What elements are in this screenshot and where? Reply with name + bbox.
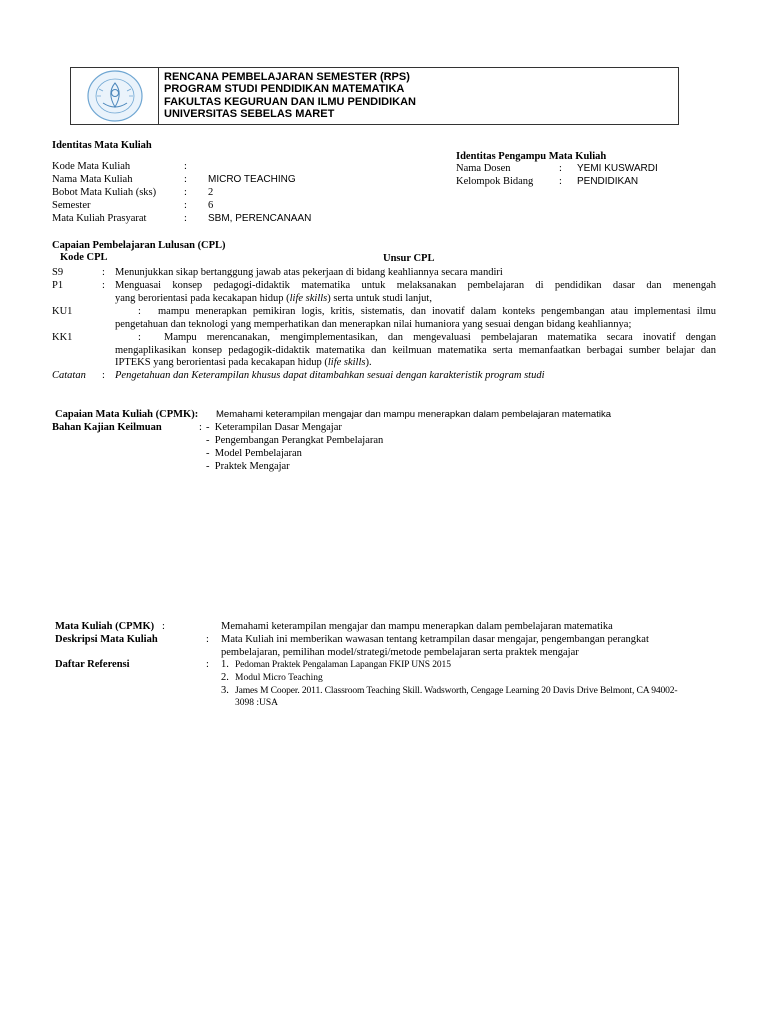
cpl-code-s9: S9 xyxy=(52,267,64,278)
sep-nama: : xyxy=(184,174,187,185)
value-nama: MICRO TEACHING xyxy=(208,174,296,185)
cpl-text-p1-line2: yang berorientasi pada kecakapan hidup ( xyxy=(115,293,290,304)
cpl-text-kk1-c xyxy=(115,357,372,369)
cpl-sep-p1: : xyxy=(102,280,105,291)
cpl-col-unsur: Unsur CPL xyxy=(383,253,435,264)
cpl-text-s9: Menunjukkan sikap bertanggung jawab atas pekerjaan di bidang keahliannya secara mandiri xyxy=(115,267,503,278)
header-title xyxy=(164,71,416,121)
label-prasyarat: Mata Kuliah Prasyarat xyxy=(52,213,147,224)
cpl-text-kk1-b xyxy=(115,345,716,358)
bahan-item-3: - Model Pembelajaran xyxy=(206,448,302,459)
cpl-text-kk1-line3: IPTEKS yang berorientasi pada kecakapan hidup ( xyxy=(115,357,328,368)
ref-num-2: 2. xyxy=(221,672,229,683)
cpl-code-catatan: Catatan xyxy=(52,370,86,381)
value-bobot: 2 xyxy=(208,187,214,198)
cpl-col-kode: Kode CPL xyxy=(60,252,108,263)
sep-dosen: : xyxy=(559,163,562,174)
cpl-text-p1-a xyxy=(115,280,716,293)
bahan-item-1: - Keterampilan Dasar Mengajar xyxy=(206,422,342,433)
cpl-sep-kk1: : xyxy=(138,332,141,343)
cpl-text-ku1-line1: mampu menerapkan pemikiran logis, kritis, sistematis, dan inovatif dalam konteks pengembangan atau implementasi ilmu xyxy=(158,306,716,317)
ref-num-3: 3. xyxy=(221,685,229,696)
cpl-heading: Capaian Pembelajaran Lulusan (CPL) xyxy=(52,240,226,251)
value-kelompok: PENDIDIKAN xyxy=(577,176,639,187)
label-kode: Kode Mata Kuliah xyxy=(52,161,131,172)
bahan-item-2: - Pengembangan Perangkat Pembelajaran xyxy=(206,435,384,446)
logo-cell xyxy=(71,68,159,124)
cpl-text-kk1-line1: Mampu merencanakan, mengimplementasikan, dan mengevaluasi pembelajaran matematika secara inovatif dengan xyxy=(164,332,716,343)
bahan-item-2-label: Pengembangan Perangkat Pembelajaran xyxy=(214,435,384,446)
cpl-text-ku1-b: pengetahuan dan teknologi yang memperhatikan dan menerapkan nilai humaniora yang sesuai dengan bidang keahliannya; xyxy=(115,319,632,330)
rps-header xyxy=(70,67,679,125)
bahan-sep: : xyxy=(199,422,202,433)
pengampu-heading: Identitas Pengampu Mata Kuliah xyxy=(456,151,607,162)
cpl-text-catatan: Pengetahuan dan Keterampilan khusus dapat ditambahkan sesuai dengan karakteristik program studi xyxy=(115,370,545,381)
cpl-text-kk1-end: ). xyxy=(365,357,372,368)
label-nama: Nama Mata Kuliah xyxy=(52,174,133,185)
mk-text: Memahami keterampilan mengajar dan mampu menerapkan dalam pembelajaran matematika xyxy=(221,621,613,632)
header-line-3: FAKULTAS KEGURUAN DAN ILMU PENDIDIKAN xyxy=(164,95,416,108)
sep-bobot: : xyxy=(184,187,187,198)
ref-text-3: James M Cooper. 2011. Classroom Teaching Skill. Wadsworth, Cengage Learning 20 Davis Drive Belmont, CA 94002- xyxy=(235,685,678,696)
bahan-item-1-label: Keterampilan Dasar Mengajar xyxy=(214,422,342,433)
cpl-text-ku1-a xyxy=(158,306,716,319)
cpl-text-p1-end: ) serta untuk studi lanjut, xyxy=(327,293,432,304)
label-bobot: Bobot Mata Kuliah (sks) xyxy=(52,187,157,198)
header-line-1: RENCANA PEMBELAJARAN SEMESTER (RPS) xyxy=(164,71,410,83)
bahan-item-4: - Praktek Mengajar xyxy=(206,461,290,472)
bahan-item-4-label: Praktek Mengajar xyxy=(214,461,290,472)
header-line-2: PROGRAM STUDI PENDIDIKAN MATEMATIKA xyxy=(164,83,405,96)
bahan-item-3-label: Model Pembelajaran xyxy=(214,448,302,459)
label-kelompok: Kelompok Bidang xyxy=(456,176,534,187)
ref-label: Daftar Referensi xyxy=(55,659,130,670)
cpl-code-p1: P1 xyxy=(52,280,64,291)
header-line-4: UNIVERSITAS SEBELAS MARET xyxy=(164,108,335,121)
label-dosen: Nama Dosen xyxy=(456,163,511,174)
desc-line-2: pembelajaran, pemilihan model/strategi/metode pembelajaran serta praktek mengajar xyxy=(221,647,579,658)
sep-semester: : xyxy=(184,200,187,211)
ref-num-1: 1. xyxy=(221,659,229,670)
cpl-code-kk1: KK1 xyxy=(52,332,73,343)
mk-label: Mata Kuliah (CPMK) xyxy=(55,621,155,632)
desc-sep: : xyxy=(206,634,209,645)
sep-kelompok: : xyxy=(559,176,562,187)
cpl-sep-s9: : xyxy=(102,267,105,278)
cpl-text-kk1-line2: mengaplikasikan konsep pedagogik-didaktik matematika dan keilmuan matematika serta memanfaatkan berbagai sumber belajar dan xyxy=(115,345,716,356)
sep-kode: : xyxy=(184,161,187,172)
cpl-sep-ku1: : xyxy=(138,306,141,317)
cpl-text-kk1-life-skills: life skills xyxy=(327,357,366,368)
ref-text-2: Modul Micro Teaching xyxy=(235,673,323,683)
ref-text-1: Pedoman Praktek Pengalaman Lapangan FKIP UNS 2015 xyxy=(235,660,451,670)
value-prasyarat: SBM, PERENCANAAN xyxy=(208,213,312,224)
uns-logo-icon xyxy=(85,69,145,123)
label-semester: Semester xyxy=(52,200,91,211)
cpl-sep-catatan: : xyxy=(102,370,105,381)
bahan-label: Bahan Kajian Keilmuan xyxy=(52,422,162,433)
desc-label: Deskripsi Mata Kuliah xyxy=(55,634,158,645)
desc-line-1: Mata Kuliah ini memberikan wawasan tentang ketrampilan dasar mengajar, pengembangan perangkat xyxy=(221,634,649,645)
value-dosen: YEMI KUSWARDI xyxy=(577,163,658,174)
ref-text-3-cont: 3098 :USA xyxy=(235,698,279,708)
cpmk-text: Memahami keterampilan mengajar dan mampu menerapkan dalam pembelajaran matematika xyxy=(216,409,611,420)
cpl-code-ku1: KU1 xyxy=(52,306,73,317)
cpl-text-p1-life-skills: life skills xyxy=(289,293,328,304)
cpl-text-p1-b xyxy=(115,293,432,305)
value-semester: 6 xyxy=(208,200,214,211)
identitas-heading: Identitas Mata Kuliah xyxy=(52,140,152,151)
cpmk-label: Capaian Mata Kuliah (CPMK): xyxy=(55,409,199,420)
sep-prasyarat: : xyxy=(184,213,187,224)
ref-sep: : xyxy=(206,659,209,670)
cpl-text-p1-line1: Menguasai konsep pedagogi-didaktik matematika untuk melaksanakan pembelajaran di pendidikan dasar dan menengah xyxy=(115,280,716,291)
mk-sep: : xyxy=(162,621,165,632)
cpl-text-kk1-a xyxy=(164,332,716,345)
